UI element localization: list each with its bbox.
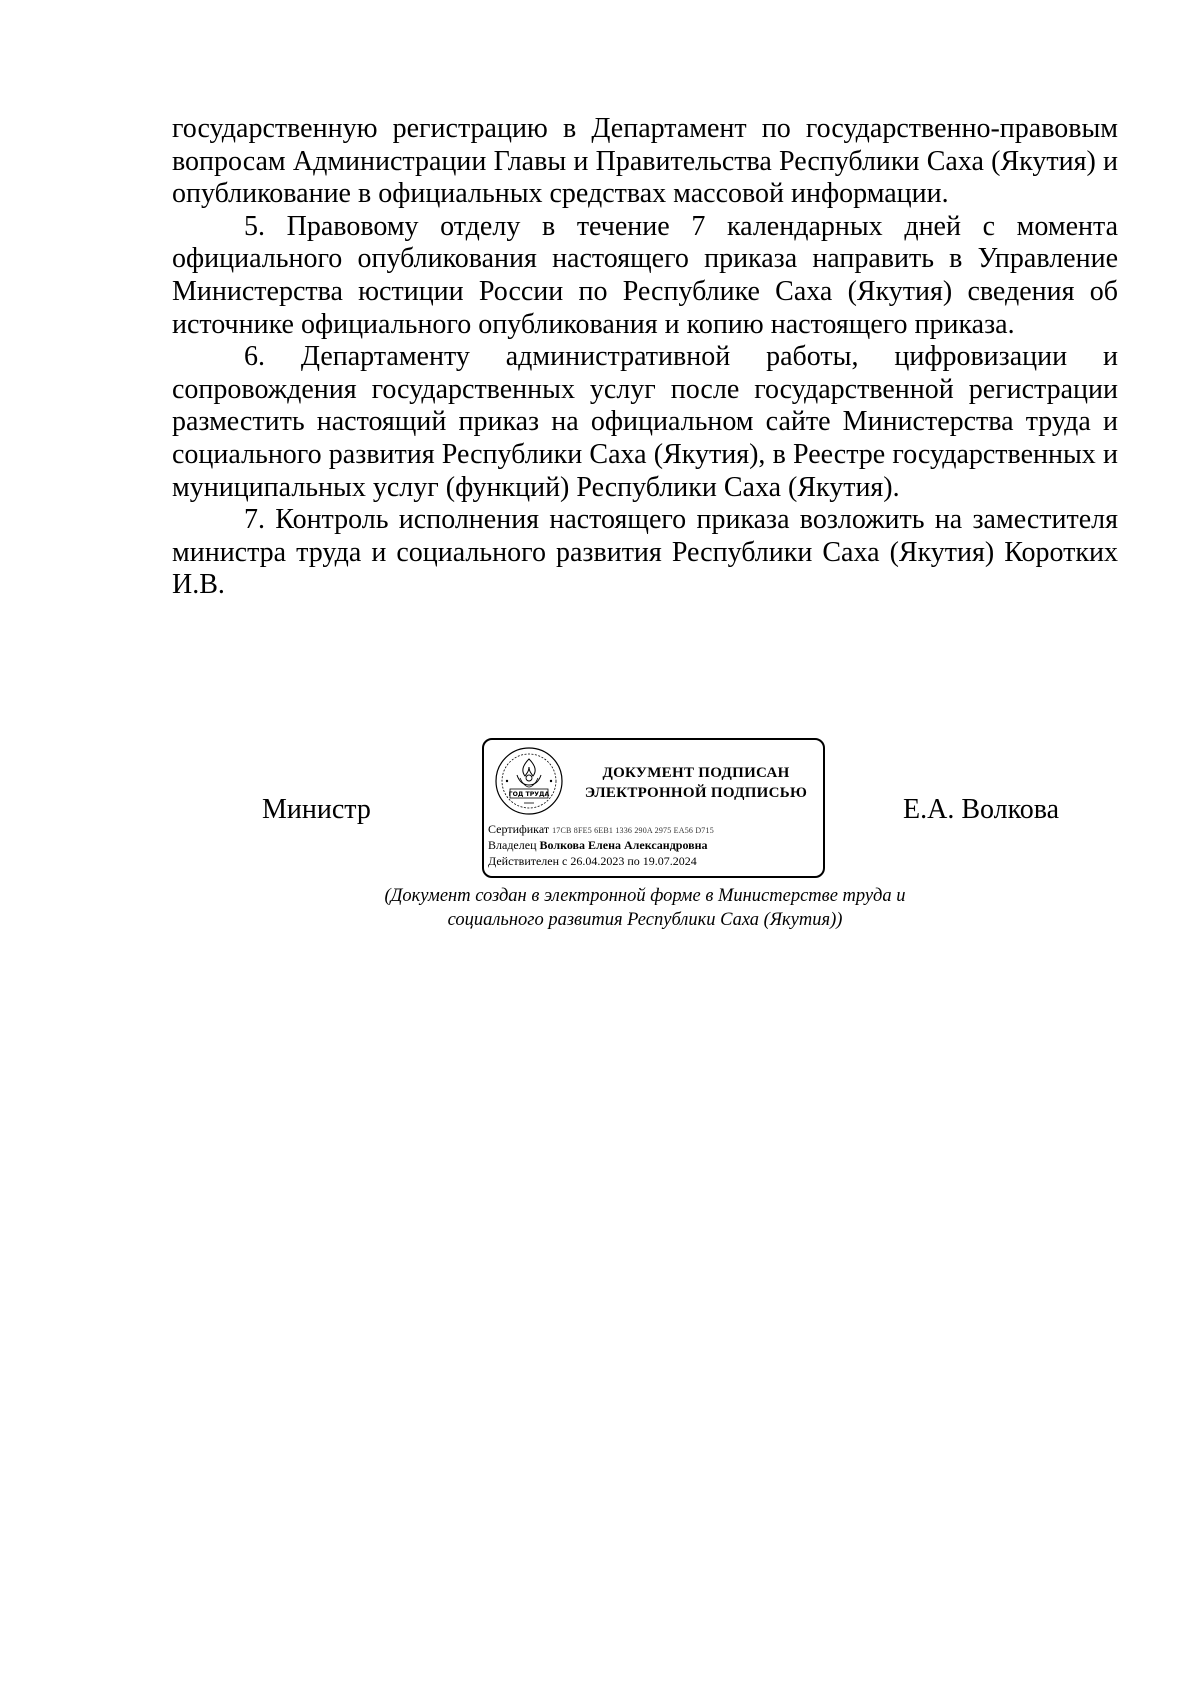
paragraph-continuation: государственную регистрацию в Департамент по государственно-правовым вопросам Администрации Главы и Правительства Республики Саха (Якутия) и опубликование в официальных средствах массовой информации. [172, 113, 1118, 210]
order-body-text [172, 113, 1118, 602]
svg-text:ГОД ТРУДА: ГОД ТРУДА [508, 791, 550, 798]
stamp-owner-line [488, 838, 708, 852]
paragraph-item-7: 7. Контроль исполнения настоящего приказа возложить на заместителя министра труда и социального развития Республики Саха (Якутия) Коротких И.В. [172, 504, 1118, 601]
stamp-certificate-line [488, 822, 714, 838]
stamp-title-line-2: ЭЛЕКТРОННОЙ ПОДПИСЬЮ [584, 785, 808, 801]
owner-label: Владелец [488, 838, 537, 852]
owner-name: Волкова Елена Александровна [539, 838, 708, 852]
certificate-label: Сертификат [488, 822, 550, 836]
origin-note-line-2: социального развития Республики Саха (Якутия)) [447, 910, 843, 930]
electronic-signature-stamp [482, 738, 825, 878]
stamp-title-line-1: ДОКУМЕНТ ПОДПИСАН [602, 765, 790, 781]
signer-position: Министр [262, 794, 371, 825]
paragraph-item-6: 6. Департаменту административной работы, цифровизации и сопровождения государственных услуг после государственной регистрации разместить настоящий приказ на официальном сайте Министерства труда и социального развития Республики Саха (Якутия), в Реестре государственных и муниципальных услуг (функций) Республики Саха (Якутия). [172, 341, 1118, 503]
stamp-title [576, 763, 816, 803]
certificate-number: 17CB 8FE5 6EB1 1336 290A 2975 EA56 D715 [552, 826, 714, 835]
year-of-labour-emblem-icon [493, 745, 565, 817]
signer-name: Е.А. Волкова [903, 794, 1060, 825]
stamp-validity-line: Действителен с 26.04.2023 по 19.07.2024 [488, 854, 697, 868]
origin-note-line-1: (Документ создан в электронной форме в Министерстве труда и [384, 886, 906, 906]
paragraph-item-5: 5. Правовому отделу в течение 7 календарных дней с момента официального опубликования настоящего приказа направить в Управление Министерства юстиции России по Республике Саха (Якутия) сведения об источнике официального опубликования и копию настоящего приказа. [172, 210, 1118, 340]
document-origin-note [300, 884, 990, 932]
